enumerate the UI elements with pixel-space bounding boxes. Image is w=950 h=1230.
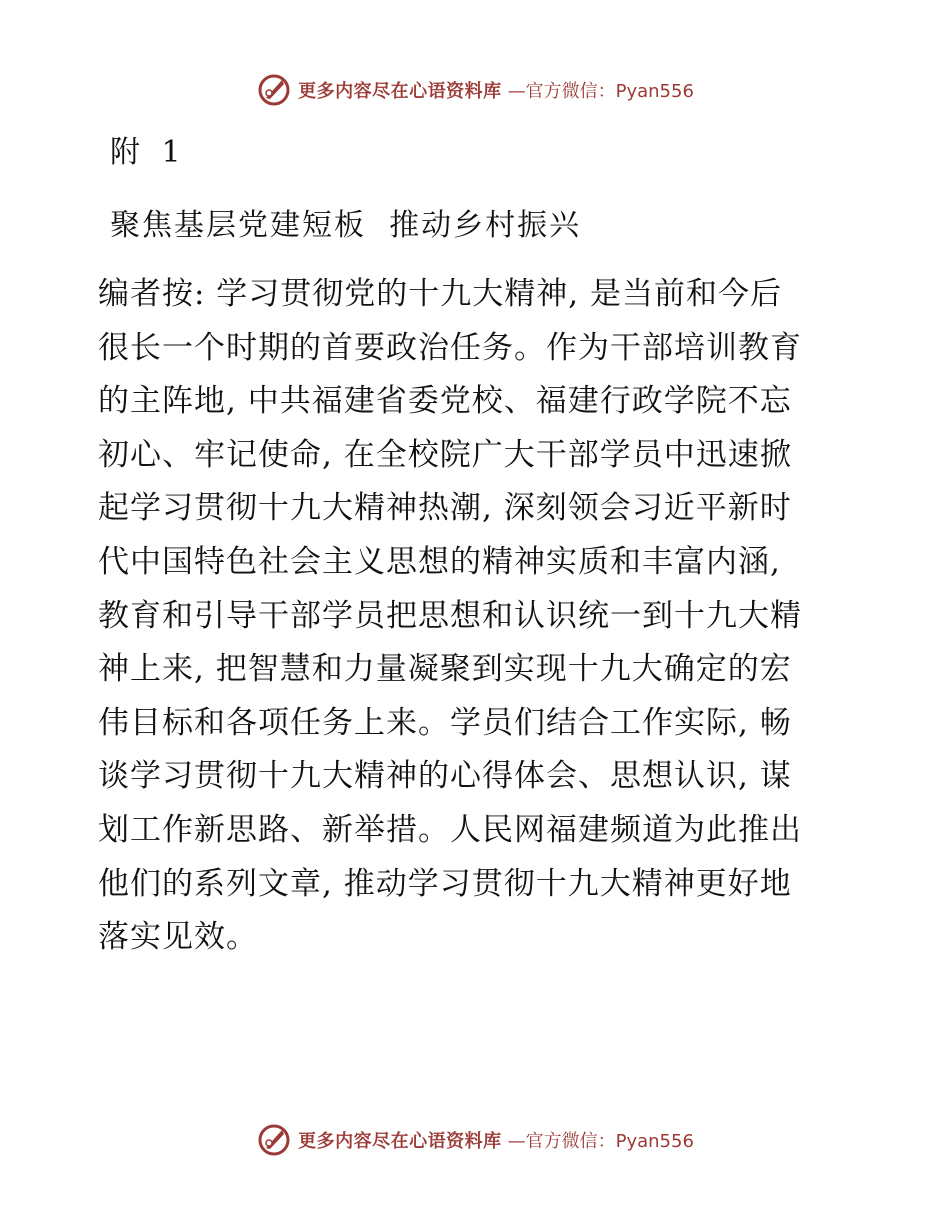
body-line: 教育和引导干部学员把思想和认识统一到十九大精 <box>98 597 802 634</box>
header-watermark-banner <box>0 70 950 110</box>
editor-note-body <box>98 268 858 965</box>
body-line: 神上来, 把智慧和力量凝聚到实现十九大确定的宏 <box>98 651 792 688</box>
attachment-label: 附 1 <box>110 135 187 170</box>
body-line: 他们的系列文章, 推动学习贯彻十九大精神更好地 <box>98 865 792 902</box>
body-line: 划工作新思路、新举措。人民网福建频道为此推出 <box>98 811 802 848</box>
header-banner-wechat: —官方微信：Pyan556 <box>507 81 694 102</box>
body-line: 编者按: 学习贯彻党的十九大精神, 是当前和今后 <box>98 276 783 312</box>
footer-banner-text: 更多内容尽在心语资料库 <box>298 1131 502 1152</box>
body-line: 伟目标和各项任务上来。学员们结合工作实际, 畅 <box>98 704 792 741</box>
header-banner-text: 更多内容尽在心语资料库 <box>298 81 502 102</box>
footer-banner-wechat: —官方微信：Pyan556 <box>507 1131 694 1152</box>
body-line: 起学习贯彻十九大精神热潮, 深刻领会习近平新时 <box>98 490 792 527</box>
footer-watermark-banner <box>0 1120 950 1160</box>
body-line: 的主阵地, 中共福建省委党校、福建行政学院不忘 <box>98 383 792 420</box>
document-title: 聚焦基层党建短板 推动乡村振兴 <box>110 208 582 243</box>
quill-pen-logo-icon <box>256 1122 292 1158</box>
body-line: 代中国特色社会主义思想的精神实质和丰富内涵, <box>98 543 781 580</box>
quill-pen-logo-icon <box>256 72 292 108</box>
body-line: 很长一个时期的首要政治任务。作为干部培训教育 <box>98 329 802 366</box>
body-line: 谈学习贯彻十九大精神的心得体会、思想认识, 谋 <box>98 758 792 795</box>
body-line: 初心、牢记使命, 在全校院广大干部学员中迅速掀 <box>98 436 792 473</box>
body-line: 落实见效。 <box>98 919 258 956</box>
